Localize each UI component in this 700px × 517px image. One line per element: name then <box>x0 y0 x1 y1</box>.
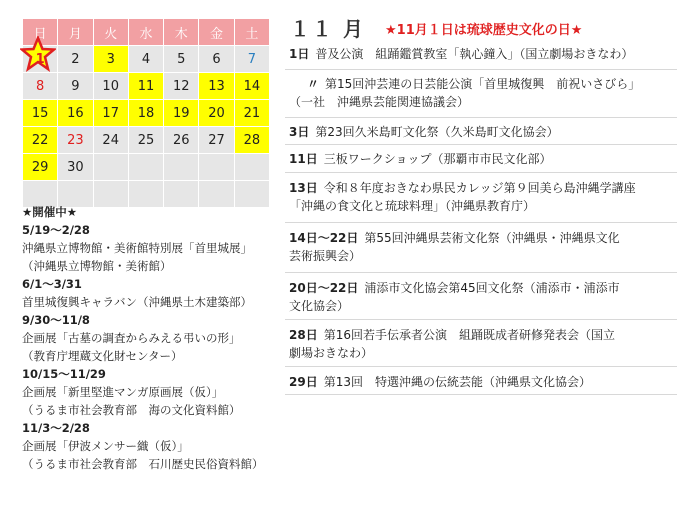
calendar-week <box>23 127 270 154</box>
ongoing-line: （うるま市社会教育部 海の文化資料館） <box>22 403 241 417</box>
event-item <box>285 118 677 145</box>
ongoing-line: 企画展「伊波メンサー織（仮）」 <box>22 439 189 453</box>
calendar-day <box>128 154 163 181</box>
calendar-day: 18 <box>128 100 163 127</box>
weekday-wed: 水 <box>128 19 163 46</box>
ongoing-date: 10/15〜11/29 <box>22 367 106 381</box>
calendar-day: 10 <box>93 73 128 100</box>
event-date: 3日 <box>289 125 310 139</box>
ongoing-line: 首里城復興キャラバン（沖縄県土木建築部） <box>22 295 252 309</box>
calendar-day: 4 <box>128 46 163 73</box>
event-date: 14日〜22日 <box>289 231 359 245</box>
event-text: 第23回久米島町文化祭（久米島町文化協会） <box>315 125 559 139</box>
event-item <box>285 273 677 320</box>
calendar-day: 7 <box>234 46 269 73</box>
calendar-week <box>23 100 270 127</box>
event-item <box>285 145 677 173</box>
calendar-day <box>93 154 128 181</box>
event-date: 13日 <box>289 181 318 195</box>
calendar-day: 2 <box>58 46 93 73</box>
event-text: 令和８年度おきなわ県民カレッジ第９回美ら島沖縄学講座 <box>323 181 636 195</box>
calendar-day: 19 <box>164 100 199 127</box>
ongoing-date: 6/1〜3/31 <box>22 277 82 291</box>
event-text-cont: 劇場おきなわ） <box>289 346 374 360</box>
calendar-day: 14 <box>234 73 269 100</box>
ongoing-date: 5/19〜2/28 <box>22 223 90 237</box>
ongoing-line: 企画展「新里堅進マンガ原画展（仮）」 <box>22 385 224 399</box>
event-list <box>285 40 677 395</box>
event-item <box>285 223 677 273</box>
event-date: 〃 <box>307 77 320 91</box>
calendar-week <box>23 46 270 73</box>
event-text-cont: 文化協会） <box>289 299 350 313</box>
calendar-week <box>23 154 270 181</box>
month-headline: ★11月１日は琉球歴史文化の日★ <box>385 23 583 38</box>
calendar-day: 22 <box>23 127 58 154</box>
calendar <box>22 18 270 208</box>
calendar-day: 27 <box>199 127 234 154</box>
weekday-mon: 月 <box>58 19 93 46</box>
ongoing-line: 沖縄県立博物館・美術館特別展「首里城展」 <box>22 241 252 255</box>
calendar-day: 23 <box>58 127 93 154</box>
calendar-day: 28 <box>234 127 269 154</box>
calendar-day: 6 <box>199 46 234 73</box>
event-item <box>285 70 677 118</box>
calendar-day: 11 <box>128 73 163 100</box>
ongoing-line: 企画展「古墓の調査からみえる弔いの形」 <box>22 331 241 345</box>
month-title: １１ 月 <box>290 17 365 41</box>
event-date: 1日 <box>289 47 310 61</box>
calendar-day: 3 <box>93 46 128 73</box>
calendar-day: 9 <box>58 73 93 100</box>
star-day-number: 1 <box>35 52 45 67</box>
event-text-cont: 芸術振興会） <box>289 249 362 263</box>
event-text: 第16回若手伝承者公演 組踊既成者研修発表会（国立 <box>323 328 615 342</box>
ongoing-line: （うるま市社会教育部 石川歴史民俗資料館） <box>22 457 264 471</box>
calendar-day: 13 <box>199 73 234 100</box>
event-item <box>285 40 677 70</box>
event-date: 11日 <box>289 152 318 166</box>
ongoing-header: ★開催中★ <box>22 205 78 219</box>
weekday-sun: 日 <box>23 19 58 46</box>
weekday-thu: 木 <box>164 19 199 46</box>
calendar-day: 16 <box>58 100 93 127</box>
weekday-tue: 火 <box>93 19 128 46</box>
ongoing-line: （教育庁埋蔵文化財センター） <box>22 349 183 363</box>
ongoing-date: 9/30〜11/8 <box>22 313 90 327</box>
event-text: 第55回沖縄県芸術文化祭（沖縄県・沖縄県文化 <box>364 231 620 245</box>
weekday-row <box>23 19 270 46</box>
calendar-day: 20 <box>199 100 234 127</box>
event-text-cont: （一社 沖縄県芸能関連協議会） <box>289 95 470 109</box>
event-item <box>285 367 677 395</box>
event-date: 29日 <box>289 375 318 389</box>
calendar-day: 30 <box>58 154 93 181</box>
calendar-day <box>199 154 234 181</box>
weekday-sat: 土 <box>234 19 269 46</box>
event-text: 普及公演 組踊鑑賞教室「執心鐘入」（国立劇場おきなわ） <box>315 47 634 61</box>
calendar-day: 29 <box>23 154 58 181</box>
calendar-day: 15 <box>23 100 58 127</box>
weekday-fri: 金 <box>199 19 234 46</box>
ongoing-date: 11/3〜2/28 <box>22 421 90 435</box>
event-item <box>285 320 677 367</box>
ongoing-line: （沖縄県立博物館・美術館） <box>22 259 172 273</box>
calendar-day-1 <box>23 46 58 73</box>
calendar-day: 26 <box>164 127 199 154</box>
calendar-day: 8 <box>23 73 58 100</box>
calendar-day: 24 <box>93 127 128 154</box>
calendar-day: 25 <box>128 127 163 154</box>
calendar-week <box>23 73 270 100</box>
calendar-day <box>164 154 199 181</box>
event-text: 浦添市文化協会第45回文化祭（浦添市・浦添市 <box>364 281 620 295</box>
event-text: 第13回 特選沖縄の伝統芸能（沖縄県文化協会） <box>323 375 591 389</box>
ongoing-exhibitions <box>22 203 277 473</box>
event-text: 第15回沖芸連の日芸能公演「首里城復興 前祝いさびら」 <box>325 77 641 91</box>
calendar-day: 21 <box>234 100 269 127</box>
event-date: 28日 <box>289 328 318 342</box>
calendar-day: 17 <box>93 100 128 127</box>
event-date: 20日〜22日 <box>289 281 359 295</box>
event-text-cont: 「沖縄の食文化と琉球料理」（沖縄県教育庁） <box>289 199 536 213</box>
event-text: 三板ワークショップ（那覇市市民文化部） <box>323 152 552 166</box>
calendar-day <box>234 154 269 181</box>
calendar-day: 5 <box>164 46 199 73</box>
event-item <box>285 173 677 223</box>
calendar-day: 12 <box>164 73 199 100</box>
